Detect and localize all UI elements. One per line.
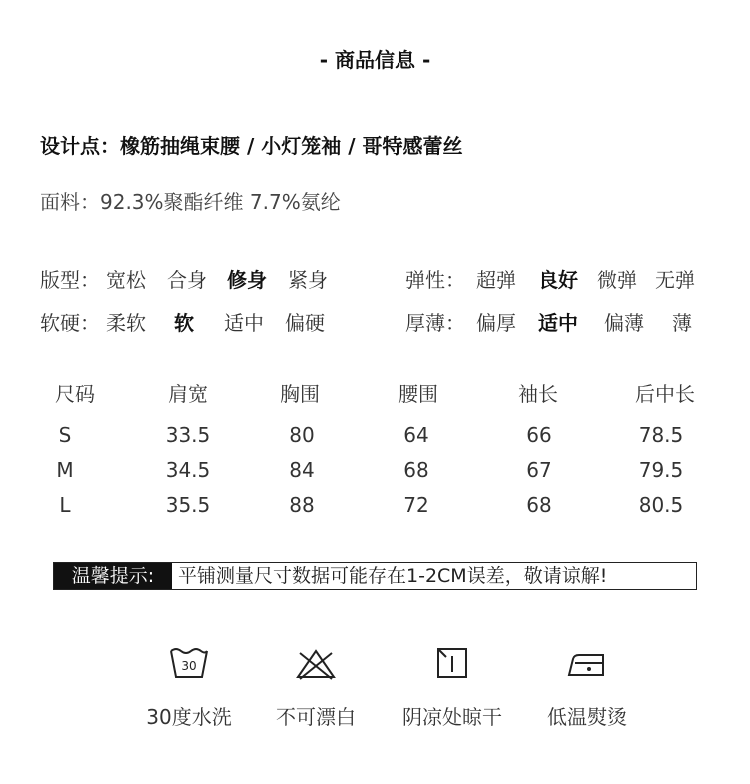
tip-text: 平铺测量尺寸数据可能存在1-2CM误差，敬请谅解! [178, 565, 608, 587]
care-label: 30度水洗 [146, 705, 232, 729]
fit-option-selected: 修身 [227, 268, 267, 292]
elasticity-label: 弹性： [405, 268, 465, 292]
table-cell: L [59, 493, 71, 517]
size-header-cell: 袖长 [518, 382, 558, 406]
table-cell: 66 [526, 423, 552, 447]
table-cell: 35.5 [165, 493, 211, 517]
fit-option: 紧身 [288, 268, 328, 292]
elasticity-option-selected: 良好 [538, 268, 578, 292]
tip-label: 温馨提示: [54, 563, 172, 589]
table-cell: 67 [526, 458, 552, 482]
shade-dry-icon [430, 645, 474, 683]
softness-label: 软硬： [40, 311, 100, 335]
size-header-cell: 胸围 [280, 382, 320, 406]
elasticity-option: 超弹 [476, 268, 516, 292]
design-points: 设计点：橡筋抽绳束腰 / 小灯笼袖 / 哥特感蕾丝 [40, 134, 463, 158]
care-label: 不可漂白 [276, 705, 356, 729]
fabric-composition: 面料：92.3%聚酯纤维 7.7%氨纶 [40, 190, 341, 214]
fit-option: 合身 [167, 268, 207, 292]
table-cell: 84 [289, 458, 315, 482]
table-cell: 34.5 [165, 458, 211, 482]
table-cell: 80 [289, 423, 315, 447]
section-title: - 商品信息 - [319, 48, 431, 72]
care-item-shade-dry [382, 645, 522, 730]
thickness-option: 薄 [672, 311, 692, 335]
elasticity-option: 无弹 [655, 268, 695, 292]
thickness-option: 偏厚 [476, 311, 516, 335]
table-cell: 80.5 [638, 493, 684, 517]
thickness-option: 偏薄 [604, 311, 644, 335]
softness-option: 适中 [224, 311, 264, 335]
table-cell: 79.5 [638, 458, 684, 482]
fit-label: 版型： [40, 268, 100, 292]
table-cell: 78.5 [638, 423, 684, 447]
care-label: 阴凉处晾干 [402, 705, 502, 729]
fit-option: 宽松 [106, 268, 146, 292]
low-iron-icon [565, 645, 609, 683]
size-header-cell: 腰围 [398, 382, 438, 406]
softness-option: 偏硬 [285, 311, 325, 335]
care-label: 低温熨烫 [547, 705, 627, 729]
size-header-cell: 尺码 [55, 382, 95, 406]
thickness-option-selected: 适中 [538, 311, 578, 335]
table-cell: 33.5 [165, 423, 211, 447]
table-cell: 72 [403, 493, 429, 517]
table-cell: 64 [403, 423, 429, 447]
wash-temperature: 30 [181, 659, 197, 673]
table-row [0, 458, 750, 488]
size-table-header [0, 378, 750, 408]
no-bleach-icon [294, 645, 338, 683]
elasticity-option: 微弹 [597, 268, 637, 292]
softness-option: 柔软 [106, 311, 146, 335]
softness-option-selected: 软 [174, 311, 194, 335]
care-item-wash [119, 645, 259, 730]
care-item-no-bleach [246, 645, 386, 730]
thickness-label: 厚薄： [405, 311, 465, 335]
care-item-low-iron [517, 645, 657, 730]
table-row [0, 493, 750, 523]
table-cell: 68 [403, 458, 429, 482]
table-cell: M [56, 458, 74, 482]
table-cell: 68 [526, 493, 552, 517]
size-header-cell: 后中长 [635, 382, 695, 406]
table-cell: S [58, 423, 72, 447]
tip-box [53, 562, 697, 590]
size-header-cell: 肩宽 [168, 382, 208, 406]
table-row [0, 423, 750, 453]
table-cell: 88 [289, 493, 315, 517]
wash-30-icon [167, 645, 211, 683]
